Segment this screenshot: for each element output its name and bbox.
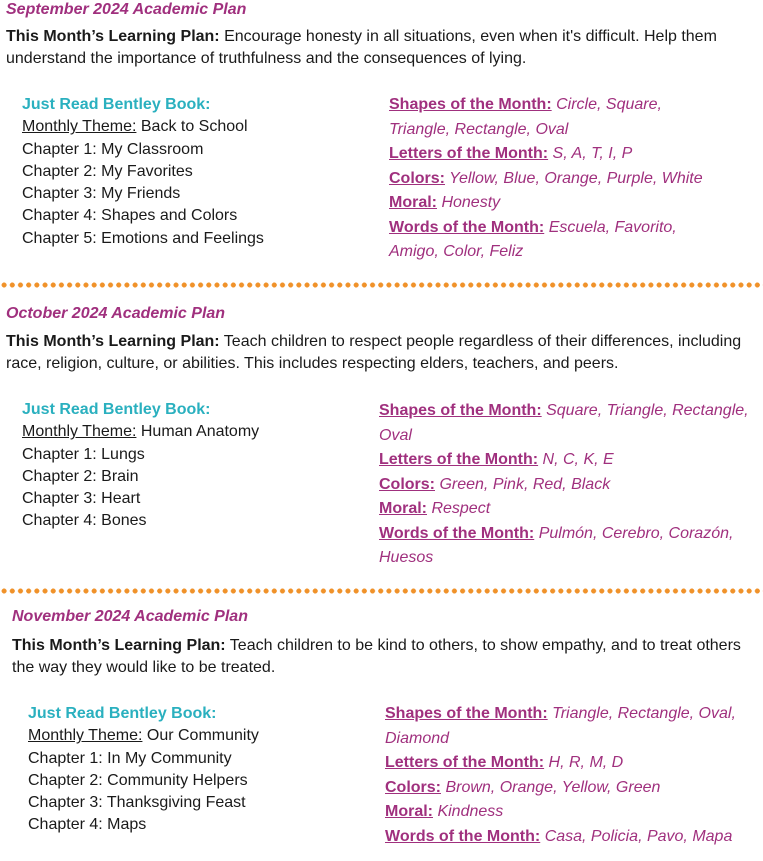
shapes-row — [385, 702, 755, 751]
month-details — [389, 93, 719, 265]
monthly-theme-value: Our Community — [146, 727, 259, 745]
chapter-item: Chapter 2: My Favorites — [22, 162, 193, 180]
letters-label: Letters of the Month: — [385, 754, 545, 771]
monthly-theme-value: Back to School — [140, 118, 248, 136]
colors-label: Colors: — [389, 169, 445, 187]
letters-label: Letters of the Month: — [389, 145, 549, 162]
dotted-divider — [0, 588, 763, 594]
dotted-divider — [0, 282, 763, 288]
words-value: Pulmón, Cerebro, Corazón, Huesos — [379, 524, 734, 566]
words-row — [389, 216, 719, 265]
colors-label: Colors: — [385, 778, 441, 796]
shapes-row — [379, 399, 754, 448]
colors-value: Green, Pink, Red, Black — [439, 475, 611, 493]
chapter-item: Chapter 3: Heart — [22, 490, 141, 508]
letters-value: S, A, T, I, P — [552, 145, 633, 162]
shapes-value: Circle, Square, Triangle, Rectangle, Oval — [389, 96, 662, 138]
moral-row — [389, 191, 719, 216]
learning-plan-text: Encourage honesty in all situations, even when it's difficult. Help them understand the importance of truthfulness and the consequences of lying. — [6, 28, 717, 67]
chapter-item: Chapter 4: Shapes and Colors — [22, 207, 238, 225]
letters-row — [389, 142, 719, 167]
colors-value: Yellow, Blue, Orange, Purple, White — [449, 169, 703, 187]
monthly-theme-label: Monthly Theme: — [22, 118, 137, 136]
letters-row — [385, 751, 755, 776]
shapes-value: Triangle, Rectangle, Oval, Diamond — [385, 705, 736, 747]
learning-plan — [6, 26, 751, 70]
words-value: Escuela, Favorito, Amigo, Color, Feliz — [389, 218, 677, 260]
learning-plan-label: This Month’s Learning Plan: — [6, 333, 220, 350]
chapter-item: Chapter 2: Brain — [22, 467, 139, 485]
words-label: Words of the Month: — [379, 524, 535, 542]
section-title: November 2024 Academic Plan — [12, 608, 248, 625]
shapes-label: Shapes of the Month: — [389, 96, 552, 113]
book-title: Just Read Bentley Book: — [22, 96, 211, 113]
shapes-label: Shapes of the Month: — [385, 705, 548, 722]
words-label: Words of the Month: — [385, 827, 541, 845]
words-value: Casa, Policia, Pavo, Mapa — [544, 827, 733, 845]
book-title: Just Read Bentley Book: — [22, 401, 211, 418]
learning-plan — [6, 331, 751, 375]
colors-value: Brown, Orange, Yellow, Green — [445, 778, 661, 796]
learning-plan-label: This Month’s Learning Plan: — [6, 28, 220, 45]
chapter-item: Chapter 4: Maps — [28, 816, 147, 834]
chapter-item: Chapter 3: My Friends — [22, 185, 181, 203]
colors-row — [385, 776, 755, 801]
letters-value: H, R, M, D — [548, 754, 624, 771]
words-row — [385, 825, 755, 850]
chapter-item: Chapter 4: Bones — [22, 512, 147, 530]
monthly-theme-label: Monthly Theme: — [28, 727, 143, 745]
chapter-item: Chapter 1: In My Community — [28, 749, 232, 767]
chapter-item: Chapter 2: Community Helpers — [28, 771, 248, 789]
colors-row — [379, 473, 754, 498]
monthly-theme — [22, 116, 264, 138]
month-details — [385, 702, 755, 849]
moral-label: Moral: — [389, 194, 437, 211]
book-column — [22, 399, 259, 533]
letters-value: N, C, K, E — [542, 451, 614, 468]
words-row — [379, 522, 754, 571]
month-details — [379, 399, 754, 571]
chapter-item: Chapter 3: Thanksgiving Feast — [28, 794, 246, 812]
book-title: Just Read Bentley Book: — [28, 705, 217, 722]
shapes-label: Shapes of the Month: — [379, 402, 542, 419]
moral-row — [379, 497, 754, 522]
colors-row — [389, 167, 719, 192]
moral-value: Kindness — [437, 803, 504, 820]
letters-label: Letters of the Month: — [379, 451, 539, 468]
shapes-row — [389, 93, 719, 142]
moral-value: Honesty — [441, 194, 501, 211]
learning-plan-text: Teach children to respect people regardless of their differences, including race, religion, culture, or abilities. This includes respecting elders, teachers, and peers. — [6, 333, 742, 372]
moral-label: Moral: — [379, 500, 427, 517]
learning-plan-text: Teach children to be kind to others, to show empathy, and to treat others the way they would like to be treated. — [12, 637, 741, 676]
chapter-item: Chapter 1: My Classroom — [22, 140, 204, 158]
learning-plan-label: This Month’s Learning Plan: — [12, 637, 226, 654]
monthly-theme-value: Human Anatomy — [140, 423, 260, 441]
letters-row — [379, 448, 754, 473]
monthly-theme-label: Monthly Theme: — [22, 423, 137, 441]
colors-label: Colors: — [379, 475, 435, 493]
moral-value: Respect — [431, 500, 491, 517]
chapter-item: Chapter 1: Lungs — [22, 445, 145, 463]
shapes-value: Square, Triangle, Rectangle, Oval — [379, 402, 749, 444]
learning-plan — [12, 635, 747, 679]
monthly-theme — [22, 421, 259, 443]
moral-label: Moral: — [385, 803, 433, 820]
chapter-item: Chapter 5: Emotions and Feelings — [22, 229, 264, 247]
section-title: October 2024 Academic Plan — [6, 305, 226, 322]
book-column — [22, 94, 264, 250]
book-column — [28, 703, 259, 837]
section-title: September 2024 Academic Plan — [6, 1, 247, 18]
moral-row — [385, 800, 755, 825]
words-label: Words of the Month: — [389, 218, 545, 236]
monthly-theme — [28, 725, 259, 747]
